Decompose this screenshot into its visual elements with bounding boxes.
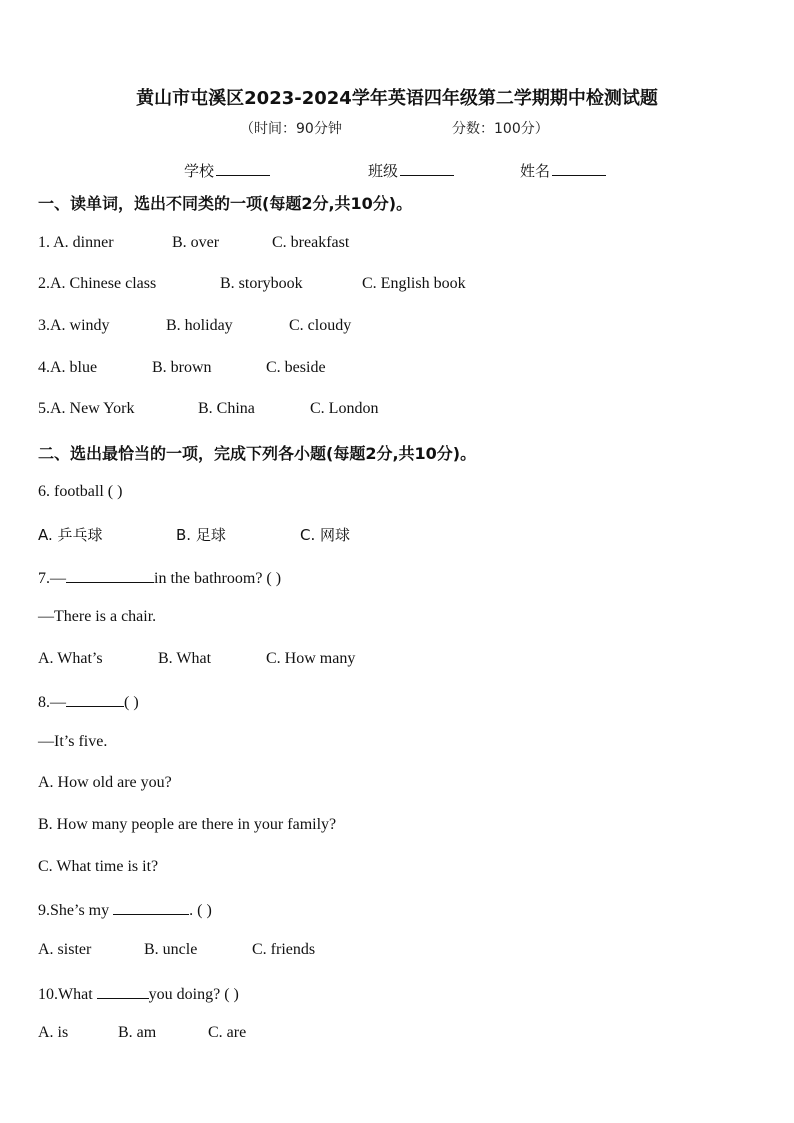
exam-time: （时间：90分钟 (240, 121, 342, 137)
q8-stem-post: ( ) (124, 694, 139, 711)
section2-heading: 二、选出最恰当的一项，完成下列各小题(每题2分,共10分)。 (38, 444, 477, 463)
q5-option-a: 5.A. New York (38, 400, 135, 417)
q7-option-b: B. What (158, 650, 212, 667)
q5-option-c: C. London (310, 400, 379, 417)
q9-blank (113, 899, 189, 915)
class-blank (400, 161, 454, 176)
q9-stem-post: . ( ) (189, 902, 212, 919)
q4-option-b: B. brown (152, 359, 212, 376)
q8-answer: —It’s five. (38, 733, 108, 750)
q7-blank (66, 567, 154, 583)
q6-option-c: C. 网球 (300, 526, 351, 544)
q3-option-b: B. holiday (166, 317, 233, 334)
q6-stem: 6. football ( ) (38, 483, 123, 500)
q7-option-a: A. What’s (38, 650, 103, 667)
q7-answer: —There is a chair. (38, 608, 157, 625)
school-field (184, 160, 270, 181)
name-label: 姓名 (520, 162, 551, 180)
q7-option-c: C. How many (266, 650, 356, 667)
exam-score: 分数：100分） (452, 121, 549, 137)
q10-option-b: B. am (118, 1024, 157, 1041)
exam-title: 黄山市屯溪区2023-2024学年英语四年级第二学期期中检测试题 (136, 88, 658, 109)
q10-stem-pre: 10.What (38, 986, 97, 1003)
q6-option-a: A. 乒乓球 (38, 526, 103, 544)
q3-option-c: C. cloudy (289, 317, 352, 334)
school-label: 学校 (184, 162, 215, 180)
q2-option-c: C. English book (362, 275, 466, 292)
q10-stem-post: you doing? ( ) (148, 986, 239, 1003)
class-label: 班级 (368, 162, 399, 180)
q8-option-c: C. What time is it? (38, 858, 159, 875)
q2-option-b: B. storybook (220, 275, 303, 292)
q6-option-b: B. 足球 (176, 526, 226, 544)
q8-blank (66, 691, 124, 707)
q9-option-a: A. sister (38, 941, 92, 958)
q4-option-a: 4.A. blue (38, 359, 98, 376)
name-field (520, 160, 606, 181)
q7-stem (38, 567, 281, 588)
q9-stem-pre: 9.She’s my (38, 902, 114, 919)
class-field (368, 160, 454, 181)
q7-stem-post: in the bathroom? ( ) (154, 570, 282, 587)
q9-stem (38, 899, 212, 920)
q10-stem (38, 983, 239, 1004)
q9-option-b: B. uncle (144, 941, 198, 958)
q4-option-c: C. beside (266, 359, 326, 376)
q10-option-c: C. are (208, 1024, 247, 1041)
q8-option-a: A. How old are you? (38, 774, 172, 791)
school-blank (216, 161, 270, 176)
q8-stem (38, 691, 139, 712)
q8-option-b: B. How many people are there in your family? (38, 816, 337, 833)
q5-option-b: B. China (198, 400, 255, 417)
q1-option-a: 1. A. dinner (38, 234, 114, 251)
q8-stem-pre: 8.— (38, 694, 66, 711)
q10-blank (97, 983, 149, 999)
q7-stem-pre: 7.— (38, 570, 66, 587)
section1-heading: 一、读单词，选出不同类的一项(每题2分,共10分)。 (38, 194, 413, 213)
q9-option-c: C. friends (252, 941, 316, 958)
q1-option-b: B. over (172, 234, 220, 251)
q3-option-a: 3.A. windy (38, 317, 110, 334)
q1-option-c: C. breakfast (272, 234, 350, 251)
q2-option-a: 2.A. Chinese class (38, 275, 157, 292)
q10-option-a: A. is (38, 1024, 69, 1041)
name-blank (552, 161, 606, 176)
